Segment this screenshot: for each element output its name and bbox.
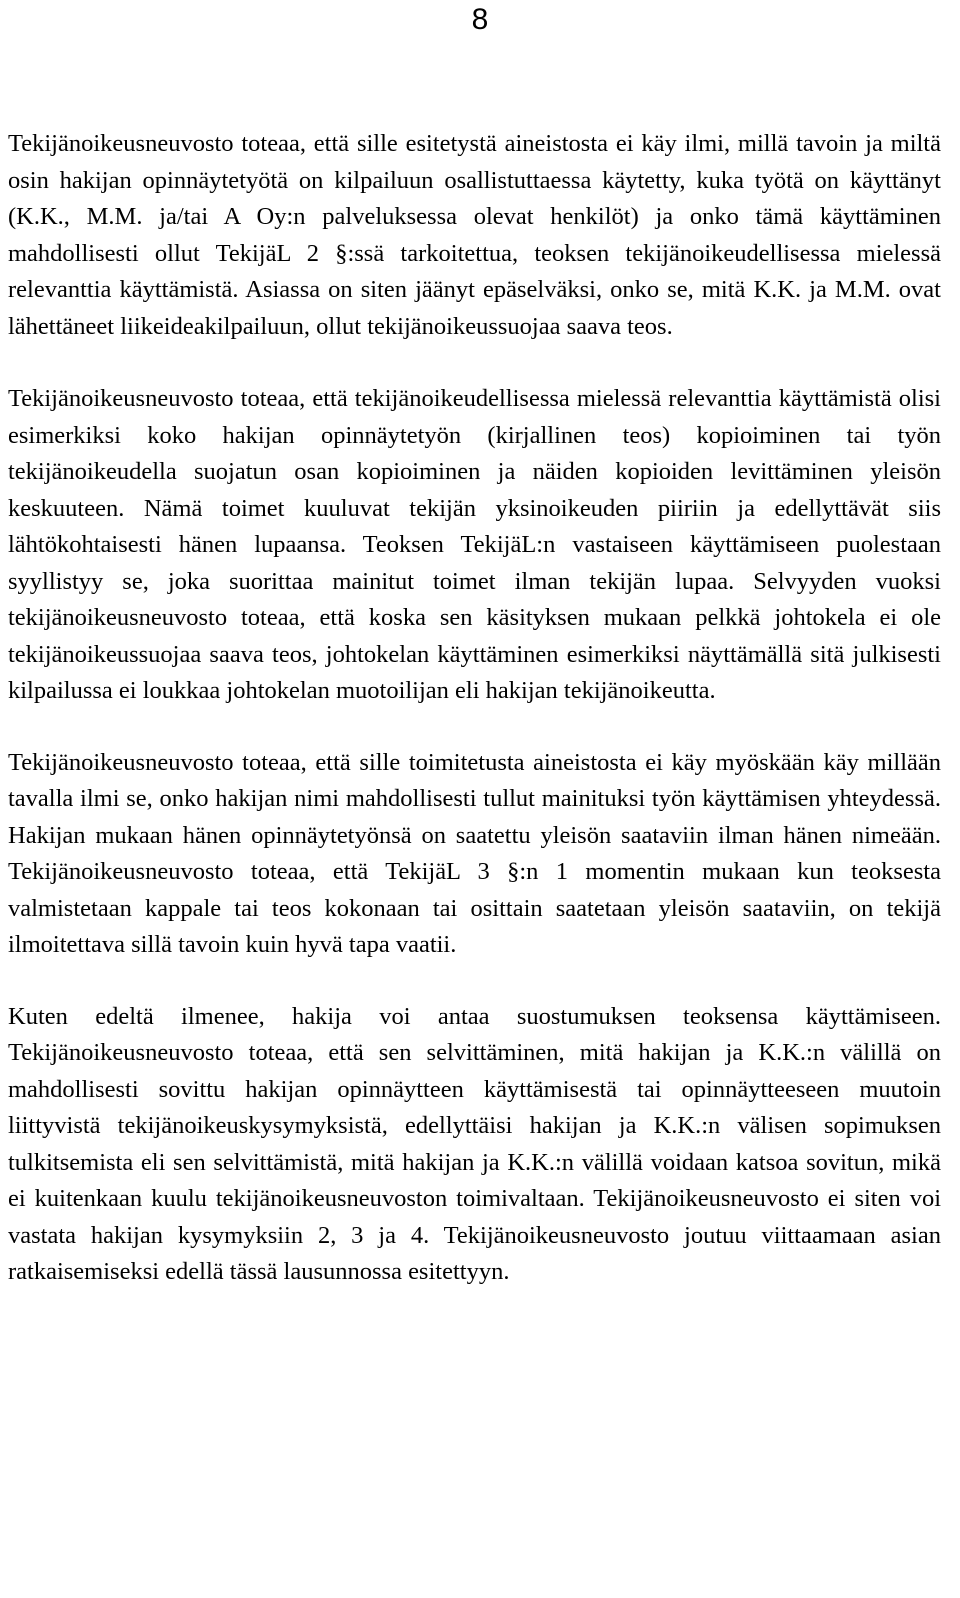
paragraph-3: Tekijänoikeusneuvosto toteaa, että sille toimitetusta aineistosta ei käy myöskään käy millään tavalla ilmi se, onko hakijan nimi mahdollisesti tullut mainituksi työn käyttämisen yhteydessä. Hakijan mukaan hänen opinnäytetyönsä on saatettu yleisön saataviin ilman hänen nimeään. Tekijänoikeusneuvosto toteaa, että TekijäL 3 §:n 1 momentin mukaan kun teoksesta valmistetaan kappale tai teos kokonaan tai osittain saatetaan yleisön saataviin, on tekijä ilmoitettava sillä tavoin kuin hyvä tapa vaatii.: [8, 748, 941, 958]
paragraph-1: Tekijänoikeusneuvosto toteaa, että sille esitetystä aineistosta ei käy ilmi, millä tavoin ja miltä osin hakijan opinnäytetyötä on kilpailuun osallistuttaessa käytetty, kuka työtä on käyttänyt (K.K., M.M. ja/tai A Oy:n palveluksessa olevat henkilöt) ja onko tämä käyttäminen mahdollisesti ollut TekijäL 2 §:ssä tarkoitettua, teoksen tekijänoikeudellisessa mielessä relevanttia käyttämistä. Asiassa on siten jäänyt epäselväksi, onko se, mitä K.K. ja M.M. ovat lähettäneet liikeideakilpailuun, ollut tekijänoikeussuojaa saava teos.: [8, 130, 941, 340]
paragraph-4: Kuten edeltä ilmenee, hakija voi antaa suostumuksen teoksensa käyttämiseen. Tekijänoikeusneuvosto toteaa, että sen selvittäminen, mitä hakijan ja K.K.:n välillä on mahdollisesti sovittu hakijan opinnäytteen käyttämisestä tai opinnäytteeseen muutoin liittyvistä tekijänoikeuskysymyksistä, edellyttäisi hakijan ja K.K.:n välisen sopimuksen tulkitsemista eli sen selvittämistä, mitä hakijan ja K.K.:n välillä voidaan katsoa sovitun, mikä ei kuitenkaan kuulu tekijänoikeusneuvoston toimivaltaan. Tekijänoikeusneuvosto ei siten voi vastata hakijan kysymyksiin 2, 3 ja 4. Tekijänoikeusneuvosto joutuu viittaamaan asian ratkaisemiseksi edellä tässä lausunnossa esitettyyn.: [8, 1002, 941, 1285]
paragraph-2: Tekijänoikeusneuvosto toteaa, että tekijänoikeudellisessa mielessä relevanttia käyttämistä olisi esimerkiksi koko hakijan opinnäytetyön (kirjallinen teos) kopioiminen tai työn tekijänoikeudella suojatun osan kopioiminen ja näiden kopioiden levittäminen yleisön keskuuteen. Nämä toimet kuuluvat tekijän yksinoikeuden piiriin ja edellyttävät siis lähtökohtaisesti hänen lupaansa. Teoksen TekijäL:n vastaiseen käyttämiseen puolestaan syyllistyy se, joka suorittaa mainitut toimet ilman tekijän lupaa. Selvyyden vuoksi tekijänoikeusneuvosto toteaa, että koska sen käsityksen mukaan pelkkä johtokela ei ole tekijänoikeussuojaa saava teos, johtokelan käyttäminen esimerkiksi näyttämällä sitä julkisesti kilpailussa ei loukkaa johtokelan muotoilijan eli hakijan tekijänoikeutta.: [8, 385, 941, 704]
page-number: 8: [471, 3, 489, 36]
document-body: [8, 126, 941, 1291]
